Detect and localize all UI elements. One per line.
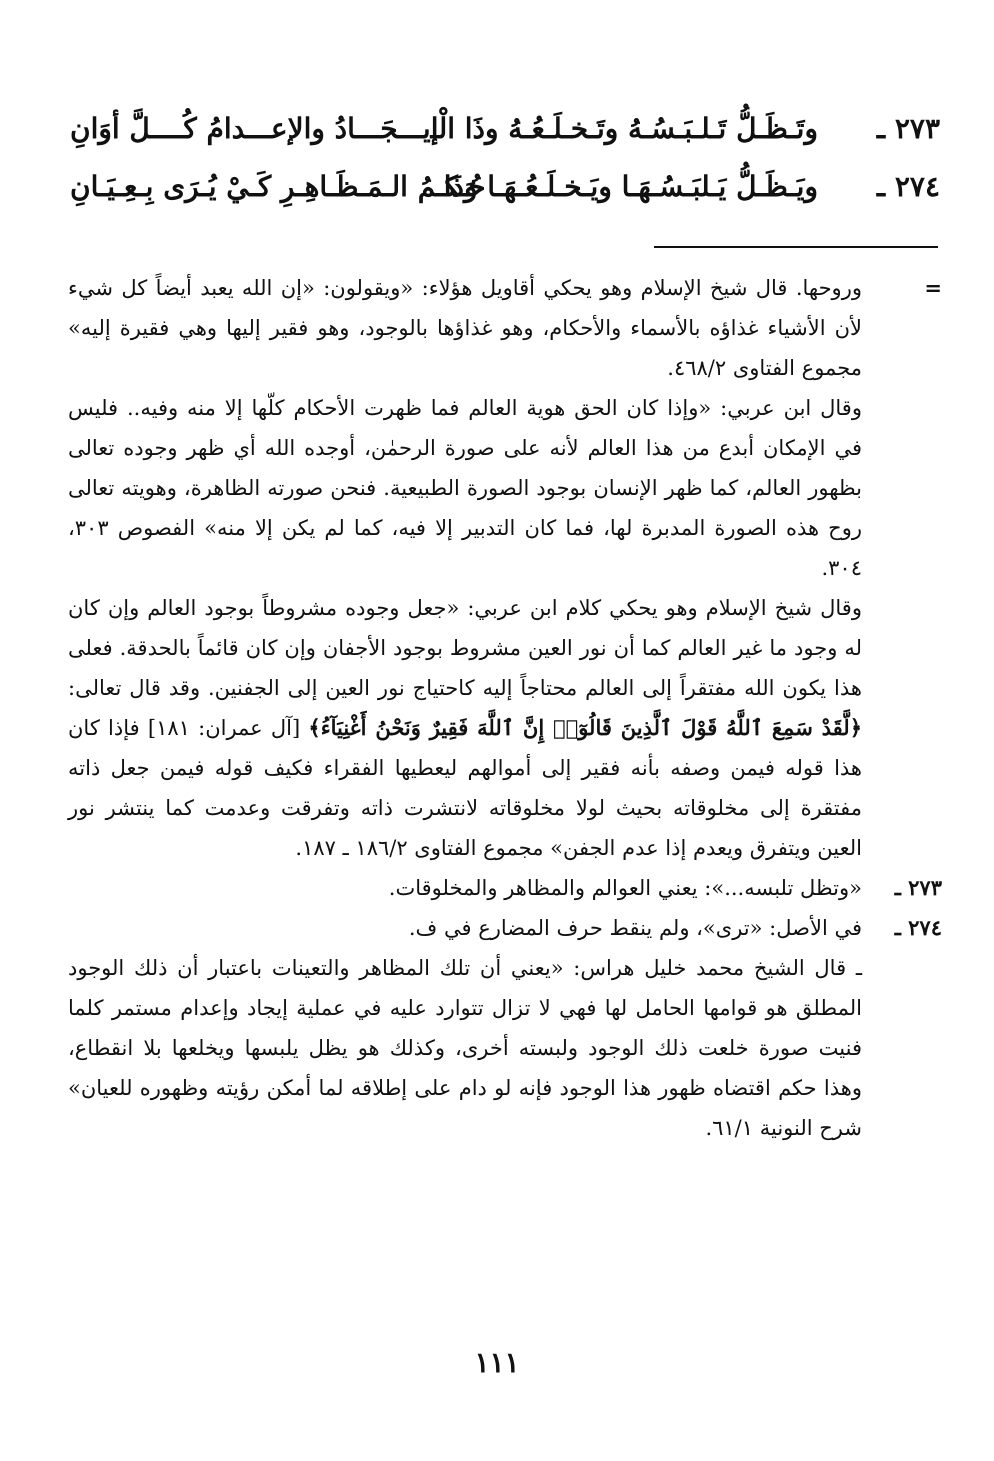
second-hemistich: إيـــجَـــادُ والإعـــدامُ كُــــلَّ أوَانِ — [70, 112, 439, 145]
footnote-number: ٢٧٤ ـ — [894, 915, 942, 940]
footnote-text: في الأصل: «ترى»، ولم ينقط حرف المضارع في ف. — [408, 916, 862, 940]
second-hemistich: حُـكـمُ الـمَـظَـاهِـرِ كَـيْ يُـرَى بِـعِـيَـانِ — [70, 170, 486, 203]
first-hemistich: وتَـظَـلُّ تَـلـبَـسُـهُ وتَـخـلَـعُـهُ وذَا الْـ — [430, 112, 818, 145]
footnote-paragraph — [68, 388, 942, 588]
footnote-separator — [654, 246, 938, 248]
footnote-paragraph — [68, 948, 942, 1148]
footnote-text: «وتظل تلبسه...»: يعني العوالم والمظاهر والمخلوقات. — [388, 876, 862, 900]
footnote-text: وقال ابن عربي: «وإذا كان الحق هوية العالم فما ظهرت الأحكام كلّها إلا منه وفيه.. فليس في الإمكان أبدع من هذا العالم لأنه على صورة الرحمٰن، أوجده الله أي ظهر وجوده تعالى بظهور العالم، كما ظهر الإنسان بوجود الصورة الطبيعية. فنحن صورته الظاهرة، وهويته تعالى روح هذه الصورة المدبرة لها، فما كان التدبير إلا فيه، كما لم يكن إلا منه» الفصوص ٣٠٣، ٣٠٤. — [68, 396, 862, 580]
verse-number: ٢٧٣ ـ — [876, 112, 940, 145]
quran-quote: ﴿لَّقَدْ سَمِعَ ٱللَّهُ قَوْلَ ٱلَّذِينَ قَالُوٓا۟ إِنَّ ٱللَّهَ فَقِيرٌ وَنَحْنُ أَغْنِيَآءُ﴾ — [308, 715, 862, 740]
footnote-number: ٢٧٣ ـ — [894, 875, 942, 900]
footnote-continuation — [68, 268, 942, 388]
first-hemistich: ويَـظَـلُّ يَـلبَـسُـهَـا ويَـخـلَـعُـهَـا وَذَا — [443, 170, 818, 203]
footnote-paragraph — [68, 588, 942, 868]
footnote-text: ـ قال الشيخ محمد خليل هراس: «يعني أن تلك المظاهر والتعينات باعتبار أن ذلك الوجود المطلق هو قوامها الحامل لها فهي لا تزال تتوارد عليه في عملية إيجاد وإعدام مستمر كلما فنيت صورة خلعت ذلك الوجود ولبسته أخرى، وكذلك هو يظل يلبسها ويخلعها بلا انقطاع، وهذا حكم اقتضاه ظهور هذا الوجود فإنه لو دام على إطلاقه لما أمكن رؤيته وظهوره للعيان» شرح النونية ٦١/١. — [68, 956, 862, 1140]
verse-273 — [70, 112, 940, 160]
footnote-text: وروحها. قال شيخ الإسلام وهو يحكي أقاويل هؤلاء: «ويقولون: «إن الله يعبد أيضاً كل شيء لأن الأشياء غذاؤه بالأسماء والأحكام، وهو غذاؤها بالوجود، وهو فقير إليها وهي فقيرة إليه» مجموع الفتاوى ٤٦٨/٢. — [68, 276, 862, 380]
footnote-274 — [68, 908, 942, 948]
verse-number: ٢٧٤ ـ — [876, 170, 940, 203]
footnote-text: وقال شيخ الإسلام وهو يحكي كلام ابن عربي: «جعل وجوده مشروطاً بوجود العالم وإن كان له وجود ما غير العالم كما أن نور العين مشروط بوجود الأجفان وإن كان قائماً بالحدقة. فعلى هذا يكون الله مفتقراً إلى العالم محتاجاً إليه كاحتياج نور العين إلى الجفنين. وقد قال تعالى: — [68, 596, 862, 700]
continuation-mark: = — [924, 275, 942, 300]
footnote-273 — [68, 868, 942, 908]
footnotes — [68, 268, 942, 1148]
page-number: ١١١ — [474, 1346, 520, 1379]
verse-274 — [70, 170, 940, 218]
footnote-text: [آل عمران: ١٨١] فإذا كان هذا قوله فيمن وصفه بأنه فقير إلى أموالهم ليعطيها الفقراء فكيف قوله فيمن جعل ذاته مفتقرة إلى مخلوقاته بحيث لولا مخلوقاته لانتشرت ذاته وتفرقت وعدمت كما ينتشر نور العين ويتفرق ويعدم إذا عدم الجفن» مجموع الفتاوى ١٨٦/٢ ـ ١٨٧. — [68, 716, 862, 860]
